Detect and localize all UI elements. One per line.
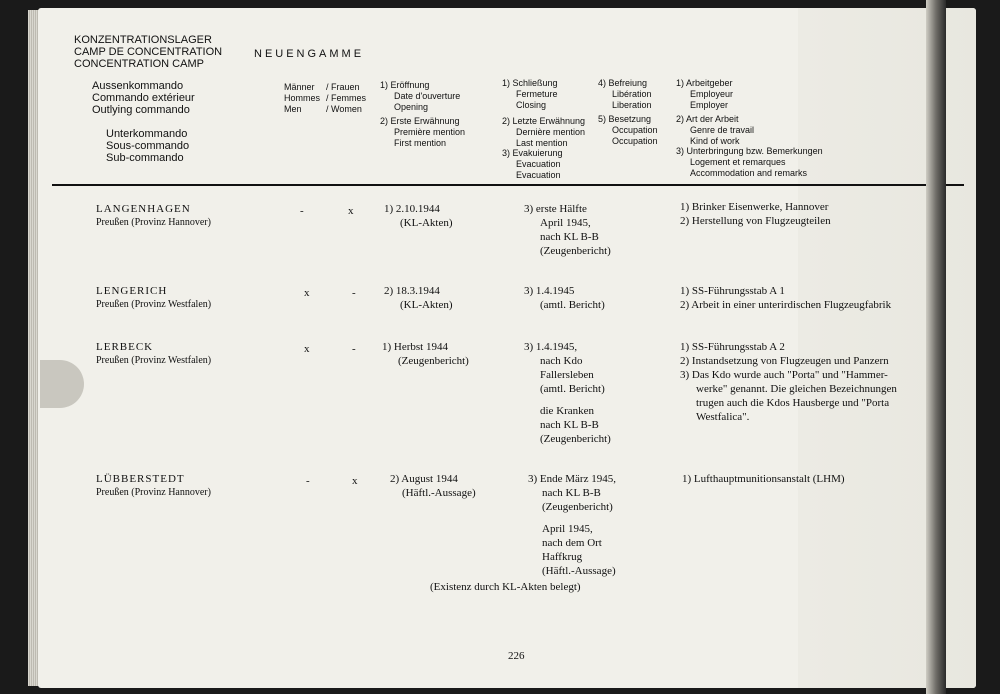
- opening-date: 2) 18.3.1944 (KL-Akten): [384, 285, 453, 311]
- page-number: 226: [508, 650, 525, 662]
- commando-region: Preußen (Provinz Westfalen): [96, 299, 212, 310]
- camp-type-label: KONZENTRATIONSLAGER CAMP DE CONCENTRATION CONCENTRATION CAMP: [74, 34, 223, 70]
- table-row: [96, 202, 211, 230]
- header-liberation: 4) Befreiung Libération Liberation: [598, 78, 652, 110]
- book-spine: [926, 0, 946, 694]
- closing-info: 3) 1.4.1945, nach Kdo Fallersleben (amtl. Bericht) die Kranken nach KL B-B (Zeugenbericht): [524, 341, 611, 445]
- women-mark: x: [352, 475, 358, 487]
- header-last-mention: 2) Letzte Erwähnung Dernière mention Last mention: [502, 116, 586, 148]
- header-occupation: 5) Besetzung Occupation Occupation: [598, 114, 658, 146]
- commando-region: Preußen (Provinz Hannover): [96, 487, 211, 498]
- sub-label: Unterkommando Sous-commando Sub-commando: [106, 128, 190, 164]
- header-evacuation: 3) Evakuierung Evacuation Evacuation: [502, 148, 563, 180]
- gender-women-label: / Frauen / Femmes / Women: [326, 82, 367, 114]
- header-employer: 1) Arbeitgeber Employeur Employer: [676, 78, 734, 110]
- header-first-mention: 2) Erste Erwähnung Première mention First mention: [380, 116, 466, 148]
- opening-date: 1) Herbst 1944 (Zeugenbericht): [382, 341, 469, 367]
- men-mark: x: [304, 287, 310, 299]
- header-rule: [52, 184, 964, 186]
- commando-name: LENGERICH: [96, 285, 168, 297]
- women-mark: x: [348, 205, 354, 217]
- camp-name: NEUENGAMME: [254, 48, 365, 60]
- commando-name: LÜBBERSTEDT: [96, 473, 185, 485]
- work-info: 1) SS-Führungsstab A 2 2) Instandsetzung von Flugzeugen und Panzern 3) Das Kdo wurde auch "Porta" und "Hammer- werke" genannt. Die gleichen Bezeichnungen trugen auch die Kdos Hausberge und "Porta Westfalica".: [680, 341, 897, 423]
- header-accommodation: 3) Unterbringung bzw. Bemerkungen Logement et remarques Accommodation and remarks: [676, 146, 823, 178]
- outlying-label: Aussenkommando Commando extérieur Outlying commando: [92, 80, 195, 116]
- men-mark: -: [306, 475, 310, 487]
- header-closing: 1) Schließung Fermeture Closing: [502, 78, 558, 110]
- work-info: 1) Lufthauptmunitionsanstalt (LHM): [682, 473, 845, 485]
- work-info: 1) Brinker Eisenwerke, Hannover 2) Herstellung von Flugzeugteilen: [680, 201, 831, 227]
- men-mark: x: [304, 343, 310, 355]
- women-mark: -: [352, 287, 356, 299]
- table-row: [96, 472, 211, 500]
- opening-date: 1) 2.10.1944 (KL-Akten): [384, 203, 453, 229]
- women-mark: -: [352, 343, 356, 355]
- table-row: [96, 340, 211, 368]
- gender-men-label: Männer Hommes Men: [284, 82, 321, 114]
- closing-info: 3) 1.4.1945 (amtl. Bericht): [524, 285, 605, 311]
- commando-name: LANGENHAGEN: [96, 203, 191, 215]
- commando-region: Preußen (Provinz Hannover): [96, 217, 211, 228]
- opening-date: 2) August 1944 (Häftl.-Aussage): [390, 473, 476, 499]
- header-opening: 1) Eröffnung Date d'ouverture Opening: [380, 80, 461, 112]
- commando-name: LERBECK: [96, 341, 154, 353]
- commando-region: Preußen (Provinz Westfalen): [96, 355, 212, 366]
- header-kind-of-work: 2) Art der Arbeit Genre de travail Kind of work: [676, 114, 755, 146]
- book-page: [38, 8, 976, 688]
- closing-info: 3) erste Hälfte April 1945, nach KL B-B (Zeugenbericht): [524, 203, 611, 257]
- closing-info: 3) Ende März 1945, nach KL B-B (Zeugenbericht) April 1945, nach dem Ort Haffkrug (Häftl.-Aussage): [528, 473, 616, 577]
- table-row: [96, 284, 211, 312]
- footnote: (Existenz durch KL-Akten belegt): [430, 581, 581, 593]
- work-info: 1) SS-Führungsstab A 1 2) Arbeit in einer unterirdischen Flugzeugfabrik: [680, 285, 892, 311]
- men-mark: -: [300, 205, 304, 217]
